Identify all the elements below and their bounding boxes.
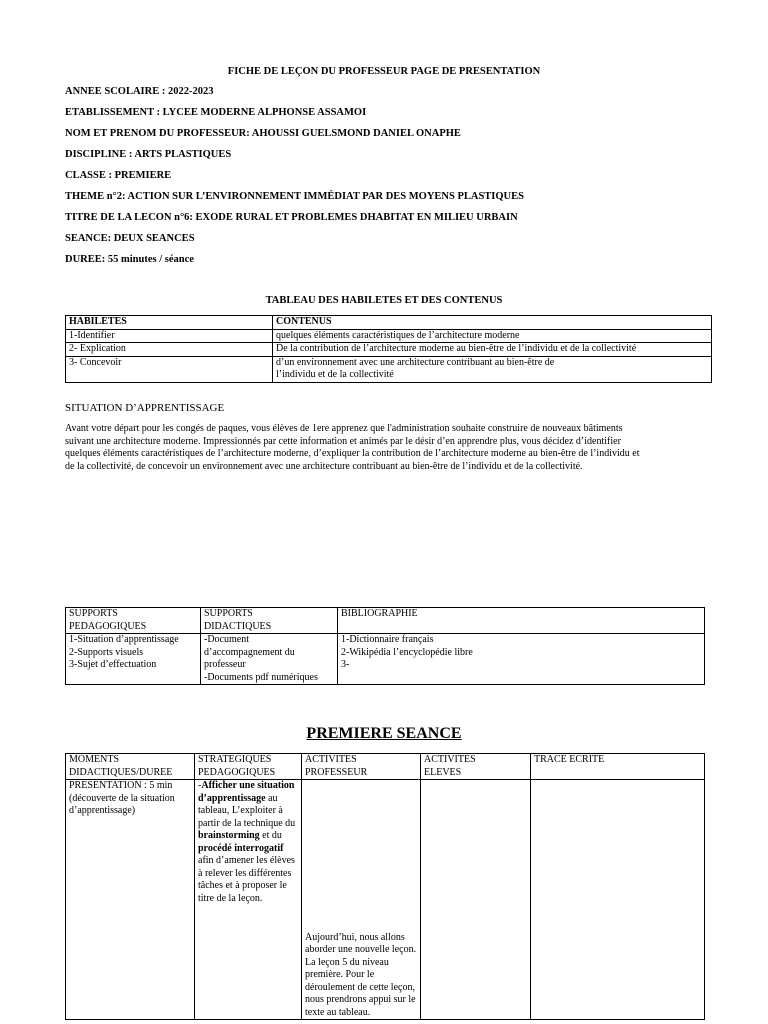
trace-ecrite-cell <box>531 780 705 1020</box>
moment-line: (découverte de la situation <box>69 792 175 804</box>
header-line: MOMENTS <box>69 754 120 765</box>
duree: DUREE: 55 minutes / séance <box>65 254 194 265</box>
supports-table <box>65 607 705 685</box>
header-bibliographie <box>338 608 705 634</box>
strategie-text: et du <box>259 830 282 841</box>
header-activites-professeur <box>302 754 421 780</box>
situation-line: de la collectivité, de concevoir un environnement avec une architecture contribuant au bien-être de l’individu et de la collectivité. <box>65 460 583 472</box>
discipline: DISCIPLINE : ARTS PLASTIQUES <box>65 149 232 160</box>
header-trace-ecrite <box>531 754 705 780</box>
list-item: 2-Supports visuels <box>69 646 144 658</box>
header-contenus: CONTENUS <box>273 316 712 330</box>
header-line: PROFESSEUR <box>305 766 368 778</box>
header-line: SUPPORTS <box>69 608 118 619</box>
nom-professeur: NOM ET PRENOM DU PROFESSEUR: AHOUSSI GUELSMOND DANIEL ONAPHE <box>65 128 461 139</box>
situation-title: SITUATION D’APPRENTISSAGE <box>65 402 225 414</box>
moment-line: PRESENTATION : 5 min <box>69 780 173 791</box>
table-header-row <box>66 754 705 780</box>
header-supports-pedagogiques <box>66 608 201 634</box>
classe: CLASSE : PREMIERE <box>65 170 172 181</box>
contenu-cell <box>273 356 712 382</box>
titre-lecon: TITRE DE LA LECON n°6: EXODE RURAL ET PROBLEMES DHABITAT EN MILIEU URBAIN <box>65 212 518 223</box>
strategie-text: au tableau, L’exploiter à partir de la technique du <box>198 792 296 829</box>
strategie-bold-text: procédé interrogatif <box>198 842 284 854</box>
situation-text <box>65 423 705 473</box>
list-item: 1-Dictionnaire français <box>341 634 434 645</box>
activites-eleves-cell <box>421 780 531 1020</box>
strategie-bold-text: Afficher une situation d’apprentissage <box>198 780 295 804</box>
list-item: d’accompagnement du <box>204 646 295 658</box>
header-line: STRATEGIQUES <box>198 754 272 765</box>
list-item: 2-Wikipédia l’encyclopédie libre <box>341 646 473 658</box>
table-row <box>66 356 712 382</box>
table-row <box>66 780 705 1020</box>
annee-scolaire: ANNEE SCOLAIRE : 2022-2023 <box>65 86 214 97</box>
table-header-row <box>66 608 705 634</box>
strategie-text: afin d’amener les élèves à relever les différentes tâches et à proposer le titre de la leçon. <box>198 855 295 904</box>
contenu-line: l’individu et de la collectivité <box>276 369 394 380</box>
activites-professeur-text: Aujourd’hui, nous allons aborder une nouvelle leçon. La leçon 5 du niveau première. Pour le déroulement de cette leçon, nous prendrons appui sur le texte au tableau. <box>305 931 417 1018</box>
header-habiletes: HABILETES <box>66 316 273 330</box>
premiere-seance-title: PREMIERE SEANCE <box>306 725 462 742</box>
header-line: ACTIVITES <box>305 754 357 765</box>
header-line: TRACE ECRITE <box>534 754 605 765</box>
list-item: -Document <box>204 634 249 645</box>
header-supports-didactiques <box>201 608 338 634</box>
document-title: FICHE DE LEÇON DU PROFESSEUR PAGE DE PRESENTATION <box>227 66 541 77</box>
strategie-bold-text: brainstorming <box>198 830 260 841</box>
header-line: ACTIVITES <box>424 754 476 765</box>
supports-didactiques-cell <box>201 634 338 685</box>
seance-table <box>65 753 705 1020</box>
list-item: -Documents pdf numériques <box>204 671 318 683</box>
activites-professeur-cell <box>302 780 421 1020</box>
table-header-row <box>66 316 712 330</box>
theme: THEME n°2: ACTION SUR L’ENVIRONNEMENT IMMÉDIAT PAR DES MOYENS PLASTIQUES <box>65 191 524 202</box>
contenu-line: d’un environnement avec une architecture contribuant au bien-être de <box>276 356 555 368</box>
header-line: DIDACTIQUES <box>204 620 272 632</box>
header-line: SUPPORTS <box>204 608 253 619</box>
strategie-cell <box>195 780 302 1020</box>
bibliographie-cell <box>338 634 705 685</box>
table-row <box>66 634 705 685</box>
header-moments <box>66 754 195 780</box>
header-activites-eleves <box>421 754 531 780</box>
situation-line: quelques éléments caractéristiques de l’architecture moderne, d’expliquer la contribution de l’architecture moderne au bien-être de l’individu et <box>65 448 640 460</box>
table-row <box>66 329 712 343</box>
list-item: professeur <box>204 659 246 670</box>
seance: SEANCE: DEUX SEANCES <box>65 233 195 244</box>
strategie-text: - <box>198 780 202 791</box>
supports-pedagogiques-cell <box>66 634 201 685</box>
habiletes-table <box>65 315 712 383</box>
table-row <box>66 343 712 357</box>
contenu-cell: De la contribution de l’architecture moderne au bien-être de l’individu et de la collectivité <box>273 343 712 357</box>
header-line: ELEVES <box>424 766 462 778</box>
list-item: 1-Situation d’apprentissage <box>69 634 179 645</box>
header-line: PEDAGOGIQUES <box>198 766 276 778</box>
habilete-cell: 2- Explication <box>66 343 273 357</box>
header-strategiques <box>195 754 302 780</box>
moment-cell <box>66 780 195 1020</box>
situation-line: Avant votre départ pour les congés de paques, vous élèves de 1ere apprenez que l'administration souhaite construire de nouveaux bâtiments <box>65 423 623 434</box>
header-line: BIBLIOGRAPHIE <box>341 608 418 619</box>
habiletes-table-title: TABLEAU DES HABILETES ET DES CONTENUS <box>265 295 503 306</box>
moment-line: d’apprentissage) <box>69 805 136 816</box>
list-item: 3- <box>341 659 350 670</box>
habilete-cell: 3- Concevoir <box>66 356 273 382</box>
header-line: DIDACTIQUES/DUREE <box>69 766 173 778</box>
contenu-cell: quelques éléments caractéristiques de l’architecture moderne <box>273 329 712 343</box>
habilete-cell: 1-Identifier <box>66 329 273 343</box>
etablissement: ETABLISSEMENT : LYCEE MODERNE ALPHONSE ASSAMOI <box>65 107 367 118</box>
situation-line: suivant une architecture moderne. Impressionnés par cette information et animés par le désir d’en apprendre plus, vous décidez d’identifier <box>65 435 621 447</box>
list-item: 3-Sujet d’effectuation <box>69 659 157 670</box>
header-line: PEDAGOGIQUES <box>69 620 147 632</box>
